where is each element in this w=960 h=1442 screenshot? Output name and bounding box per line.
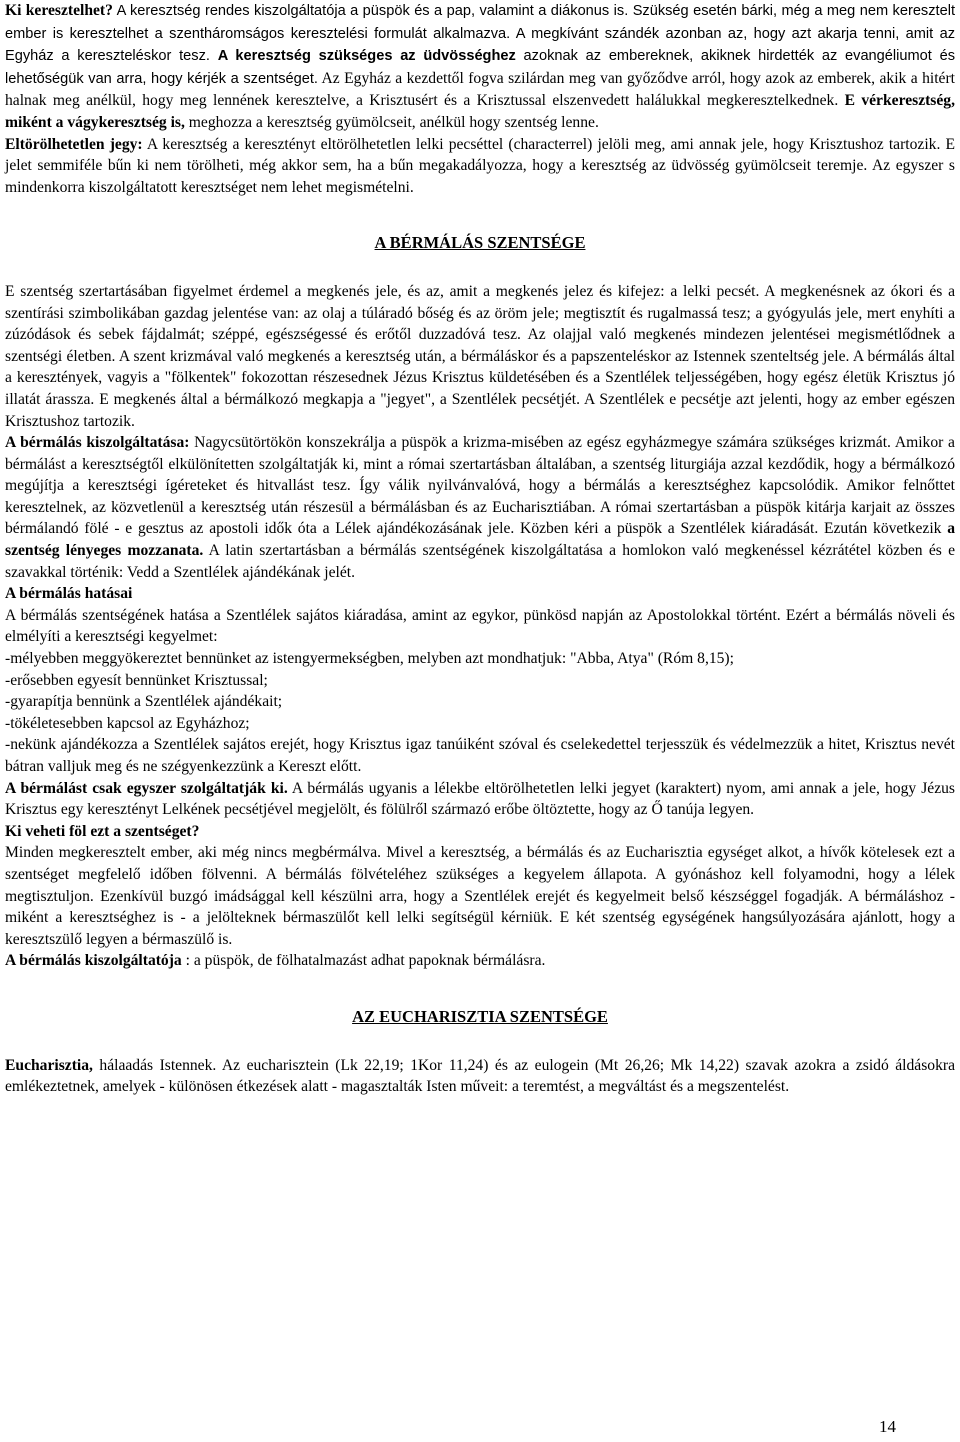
emphasis-text: A keresztség szükséges az üdvösséghez	[217, 48, 516, 65]
paragraph-who-can-baptize	[5, 0, 955, 134]
paragraph-text: : a püspök, de fölhatalmazást adhat papoknak bérmálásra.	[181, 952, 546, 970]
subheading-text: Ki veheti föl ezt a szentséget?	[5, 822, 200, 840]
paragraph-minister	[5, 950, 955, 972]
paragraph-text: azoknak az embereknek, akiknek hirdették az evangéliumot és lehetőségük van arra, hogy kérjék a szentséget.	[5, 48, 955, 87]
paragraph-confirmation-administration	[5, 432, 955, 583]
emphasis-text: A bérmálás kiszolgáltatója	[5, 952, 182, 970]
list-item: -mélyebben meggyökereztet bennünket az istengyermekségben, melyben azt mondhatjuk: "Abba, Atya" (Róm 8,15);	[5, 650, 734, 668]
emphasis-text: Eltörölhetetlen jegy:	[5, 135, 143, 153]
paragraph-text: hálaadás Istennek. Az eucharisztein (Lk 22,19; 1Kor 11,24) és az eulogein (Mt 26,26; Mk 14,22) szavak azokra a zsidó áldásokra emlékeztetnek, amelyek - különösen étkezések alatt - magasztalták Isten műveit: a teremtést, a megváltást és a megszentelést.	[5, 1056, 955, 1096]
page-number: 14	[879, 1417, 896, 1436]
emphasis-text: A bérmálás kiszolgáltatása:	[5, 434, 190, 452]
paragraph-text: A latin szertartásban a bérmálás szentségének kiszolgáltatása a homlokon való megkenéssel kézrátétel közben és e szavakkal történik: Vedd a Szentlélek ajándékának jelét.	[5, 542, 955, 581]
emphasis-text: E vérkeresztség, miként a vágykeresztség is,	[5, 92, 955, 131]
paragraph-anointing: E szentség szertartásában figyelmet érdemel a megkenés jele, és az, amit a megkenés jelez és kifejez: a lelki pecsét. A megkenésnek az ókori és a szentírási szimbolikában gazdag jelentése van: az olaj a túláradó bőség és az öröm jele; megtisztít és rugalmassá tesz; a gyógyulás jele, mert enyhíti a zúzódások és sebek fájdalmát; széppé, egészségessé és erőtől duzzadóvá tesz. Az olajjal való megkenés mindezen jelentései megismétlődnek a szentségi életben. A szent krizmával való megkenés a keresztség után, a bérmáláskor és a papszenteléskor az Istennek szenteltség jele. A bérmálás által a keresztények, vagyis a "fölkentek" fokozottan részesednek Jézus Krisztus küldetésében és a Szentlélek teljességében, hogy egész életük Krisztus jó illatát árassza. E megkenés által a bérmálkozó megkapja a "jegyet", a Szentlélek pecsétjét. A Szentlélek e pecsétje azt jelenti, hogy az ember egészen Krisztushoz tartozik.	[5, 282, 955, 430]
list-item: -tökéletesebben kapcsol az Egyházhoz;	[5, 714, 250, 732]
emphasis-text: Eucharisztia,	[5, 1056, 93, 1074]
section-heading-confirmation: A BÉRMÁLÁS SZENTSÉGE	[374, 233, 586, 253]
list-item: -erősebben egyesít bennünket Krisztussal;	[5, 671, 268, 689]
question-heading: Ki keresztelhet?	[5, 2, 113, 19]
emphasis-text: A bérmálást csak egyszer szolgáltatják ki.	[5, 779, 288, 797]
section-heading-eucharist: AZ EUCHARISZTIA SZENTSÉGE	[352, 1006, 608, 1026]
subheading-who-can-receive	[5, 821, 955, 843]
paragraph-eucharist	[5, 1055, 955, 1098]
subheading-effects	[5, 583, 955, 605]
paragraph-indelible-mark	[5, 134, 955, 199]
paragraph-who-can-receive: Minden megkeresztelt ember, aki még nincs megbérmálva. Mivel a keresztség, a bérmálás és az Eucharisztia egységet alkot, a hívők kötelesek ezt a szentséget megfelelő időben fölvenni. A bérmálás fölvételéhez szükséges a kegyelem állapota. A gyónáshoz kell folyamodni, hogy a lélek megtisztuljon. Ezenkívül buzgó imádsággal kell készülni arra, hogy a Szentlélek erejét és kegyelmeit belső készséggel fogadják. A bérmáláshoz - miként a keresztséghez is - a jelölteknek bérmaszülőt kell lelki segítségül kérniük. E két szentség egységének hangsúlyozására ajánlott, hogy a keresztszülő legyen a bérmaszülő is.	[5, 844, 955, 948]
paragraph-once-only	[5, 778, 955, 821]
emphasis-text: a szentség lényeges mozzanata.	[5, 520, 955, 560]
paragraph-text: A keresztség a keresztényt eltörölhetetlen lelki pecséttel (characterrel) jelöli meg, ami annak jele, hogy Krisztushoz tartozik. E jelet semmiféle bűn ki nem törölheti, még akkor sem, ha a bűn megakadályozza, hogy a keresztség az üdvösség gyümölcseit teremje. Az egyszer s mindenkorra kiszolgáltatott keresztséget nem lehet megismételni.	[5, 135, 956, 196]
paragraph-effects: A bérmálás szentségének hatása a Szentlélek sajátos kiáradása, amint az egykor, pünkösd napján az Apostolokkal történt. Ezért a bérmálás növeli és elmélyíti a keresztségi kegyelmet:	[5, 606, 955, 646]
paragraph-text: Az Egyház a kezdettől fogva szilárdan meg van győződve arról, hogy azok az emberek, akik a hitért halnak meg anélkül, hogy meg lennének keresztelve, a Krisztusért és a Krisztussal elszenvedett halálukkal megkeresztelkednek.	[5, 69, 955, 110]
paragraph-text: A keresztség rendes kiszolgáltatója a püspök és a pap, valamint a diákonus is. Szükség esetén bárki, még a meg nem keresztelt ember is keresztelhet a szentháromságos keresztelési formulát alkalmazva. A megkívánt szándék azonban az, hogy azt akarja tenni, amit az Egyház a kereszteléskor tesz.	[5, 3, 955, 65]
document-page	[5, 0, 955, 1098]
paragraph-text: Nagycsütörtökön konszekrálja a püspök a krizma-misében az egész egyházmegye számára szükséges krizmát. Amikor a bérmálást a keresztségtől elkülönítetten szolgáltatják ki, mint a római szertartásban általában, a szentség liturgiája azzal kezdődik, hogy a bérmálkozó megújítja a keresztségi ígéreteket és hitvallást tesz. Így válik nyilvánvalóvá, hogy a bérmálás a keresztséghez kapcsolódik. Amikor felnőttet keresztelnek, az közvetlenül a keresztség után részesül a bérmálásban és az Eucharisztiában. A római szertartásban a püspök kitárja karjait az összes bérmálandó fölé - e gesztus az apostoli idők óta a Lélek ajándékozásának jele. Közben kéri a püspök a Szentlélek kiáradását. Ezután következik	[5, 434, 955, 538]
list-item: -gyarapítja bennünk a Szentlélek ajándékait;	[5, 693, 283, 711]
paragraph-text: A bérmálás ugyanis a lélekbe eltörölhetetlen lelki jegyet (karaktert) nyom, ami annak a jele, hogy Jézus Krisztus egy keresztényt Lelkének pecsétjével megjelölt, és fölülről származó erőbe öltöztette, hogy az Ő tanúja legyen.	[5, 779, 956, 819]
list-item: -nekünk ajándékozza a Szentlélek sajátos erejét, hogy Krisztus igaz tanúiként szóval és cselekedettel terjesszük és védelmezzük a hitet, Krisztus nevét bátran valljuk meg és ne szégyenkezzünk a Kereszt előtt.	[5, 736, 955, 775]
paragraph-text: meghozza a keresztség gyümölcseit, anélkül hogy szentség lenne.	[184, 113, 599, 131]
subheading-text: A bérmálás hatásai	[5, 585, 133, 603]
